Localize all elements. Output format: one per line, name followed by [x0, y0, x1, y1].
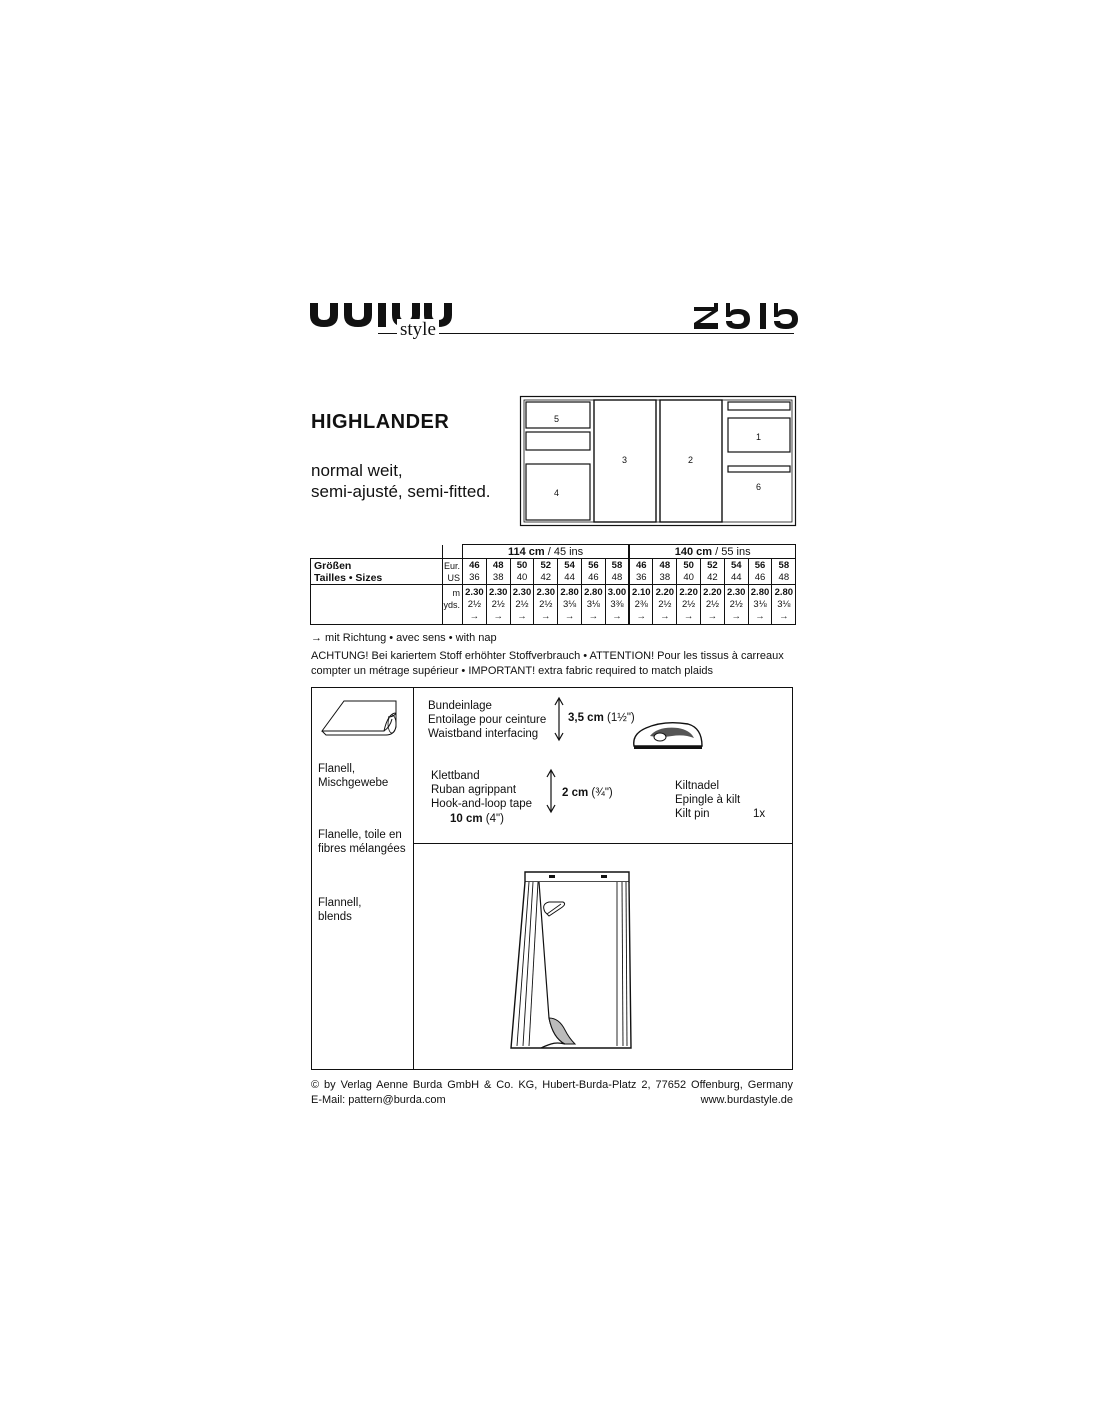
kilt-skirt-drawing — [505, 868, 637, 1054]
yardage-col: 3.00 3⅜ → — [605, 585, 629, 625]
size-col: 58 48 — [772, 559, 796, 585]
fit-description-de: normal weit, — [311, 461, 403, 480]
piece-label-4: 4 — [554, 488, 560, 498]
copyright-notice: © by Verlag Aenne Burda GmbH & Co. KG, Hubert-Burda-Platz 2, 77652 Offenburg, Germany — [311, 1079, 793, 1091]
size-col: 54 44 — [558, 559, 582, 585]
yardage-col: 2.30 2½ → — [510, 585, 534, 625]
yardage-col: 2.30 2½ → — [463, 585, 487, 625]
brand-style-text: style — [397, 319, 439, 341]
size-col: 58 48 — [605, 559, 629, 585]
yardage-col: 2.20 2½ → — [701, 585, 725, 625]
size-col: 46 36 — [463, 559, 487, 585]
yardage-col: 2.80 3⅛ → — [748, 585, 772, 625]
velcro-width: 2 cm (¾") — [562, 787, 613, 799]
yardage-table — [310, 544, 796, 625]
piece-label-5: 5 — [554, 414, 560, 424]
size-col: 56 46 — [748, 559, 772, 585]
size-col: 56 46 — [581, 559, 605, 585]
size-col: 52 42 — [534, 559, 558, 585]
fabric-bolt-icon — [318, 697, 400, 739]
size-col: 54 44 — [724, 559, 748, 585]
notions-divider-horizontal — [413, 843, 793, 844]
table-row-yardage — [311, 585, 796, 625]
yardage-col: 2.20 2½ → — [653, 585, 677, 625]
cutting-layout-diagram — [520, 396, 796, 526]
kilt-pin-quantity: 1x — [753, 808, 766, 820]
plaid-warning-line-1: ACHTUNG! Bei kariertem Stoff erhöhter Stoffverbrauch • ATTENTION! Pour les tissus à carreaux — [311, 650, 784, 662]
website-link[interactable]: www.burdastyle.de — [700, 1094, 793, 1106]
svg-text:2515: 2515 — [690, 290, 726, 307]
fabric-de: Flanell, Mischgewebe — [318, 763, 389, 789]
size-col: 48 38 — [486, 559, 510, 585]
contact-email[interactable]: E-Mail: pattern@burda.com — [311, 1094, 446, 1106]
sizes-label: Größen Tailles • Sizes — [311, 559, 443, 585]
size-unit-labels: Eur. US — [443, 559, 463, 585]
yardage-col: 2.30 2½ → — [486, 585, 510, 625]
fabric-width-140: 140 cm / 55 ins — [629, 545, 796, 559]
velcro-labels: Klettband Ruban agrippant Hook-and-loop tape — [431, 770, 533, 810]
velcro-length: 10 cm (4") — [450, 813, 504, 825]
fit-description-fr-en: semi-ajusté, semi-fitted. — [311, 482, 491, 501]
piece-label-6: 6 — [756, 482, 762, 492]
pattern-number-graphic — [690, 290, 800, 331]
size-col: 46 36 — [629, 559, 653, 585]
yardage-unit-labels: m yds. — [443, 585, 463, 625]
yardage-col: 2.80 3⅛ → — [558, 585, 582, 625]
design-title: HIGHLANDER — [311, 411, 450, 433]
piece-label-3: 3 — [622, 455, 628, 465]
notions-divider-vertical — [413, 687, 414, 1070]
piece-label-2: 2 — [688, 455, 694, 465]
yardage-col: 2.30 2½ → — [724, 585, 748, 625]
size-col: 50 40 — [510, 559, 534, 585]
size-col: 48 38 — [653, 559, 677, 585]
kilt-pin-labels: Kiltnadel Epingle à kilt Kilt pin — [675, 780, 741, 820]
nap-note: → mit Richtung • avec sens • with nap — [311, 632, 497, 644]
yardage-col: 2.80 3⅛ → — [772, 585, 796, 625]
header-rule — [378, 333, 794, 334]
yardage-col: 2.20 2½ → — [677, 585, 701, 625]
table-row-sizes — [311, 559, 796, 585]
interfacing-width-arrow-icon — [553, 696, 565, 742]
yardage-col: 2.30 2½ → — [534, 585, 558, 625]
plaid-warning-line-2: compter un métrage supérieur • IMPORTANT! extra fabric required to match plaids — [311, 665, 714, 677]
yardage-col: 2.10 2⅜ → — [629, 585, 653, 625]
interfacing-width: 3,5 cm (1½") — [568, 712, 635, 724]
fabric-en: Flannell, blends — [318, 897, 362, 923]
fabric-fr: Flanelle, toile en fibres mélangées — [318, 829, 406, 855]
velcro-width-arrow-icon — [545, 768, 557, 814]
size-col: 52 42 — [701, 559, 725, 585]
yardage-col: 2.80 3⅛ → — [581, 585, 605, 625]
size-col: 50 40 — [677, 559, 701, 585]
interfacing-labels: Bundeinlage Entoilage pour ceinture Waistband interfacing — [428, 700, 547, 740]
iron-icon — [628, 716, 706, 752]
piece-label-1: 1 — [756, 432, 762, 442]
fabric-width-114: 114 cm / 45 ins — [463, 545, 630, 559]
